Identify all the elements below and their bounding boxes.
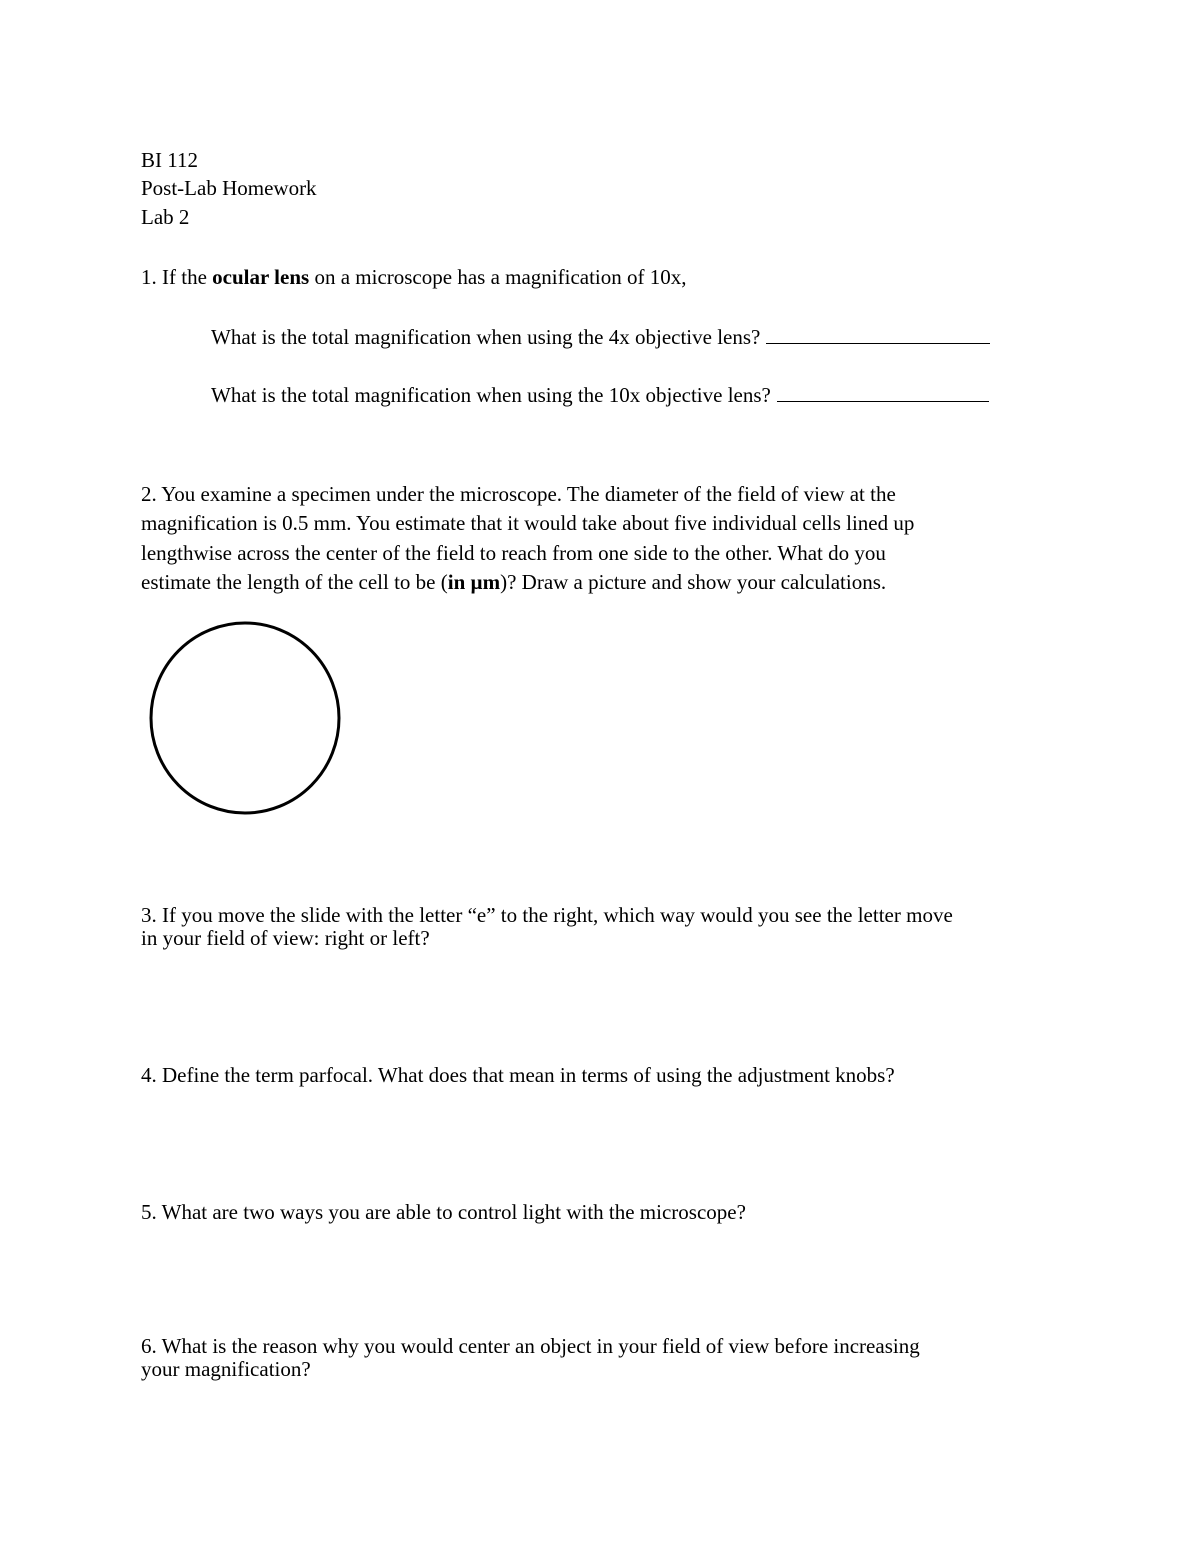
- question-4: 4. Define the term parfocal. What does that mean in terms of using the adjustment knobs?: [141, 1063, 895, 1087]
- answer-blank-1a[interactable]: [766, 321, 990, 344]
- question-6-line-1: 6. What is the reason why you would center an object in your field of view before increasing: [141, 1334, 920, 1358]
- question-6-line-2: your magnification?: [141, 1357, 311, 1381]
- question-1b: [211, 379, 989, 410]
- question-2-line-4-pre: estimate the length of the cell to be (: [141, 570, 448, 594]
- question-1-pre: 1. If the: [141, 265, 213, 289]
- question-2-line-3: lengthwise across the center of the field to reach from one side to the other. What do you: [141, 541, 886, 565]
- question-1-bold: ocular lens: [212, 265, 310, 289]
- question-2-line-4: [141, 567, 886, 597]
- question-1: [141, 262, 687, 292]
- question-1b-text: What is the total magnification when using the 10x objective lens?: [211, 383, 771, 407]
- course-code: BI 112: [141, 148, 198, 172]
- document-title: Post-Lab Homework: [141, 176, 317, 200]
- answer-blank-1b[interactable]: [777, 379, 989, 402]
- question-1-post: on a microscope has a magnification of 10x,: [309, 265, 687, 289]
- question-3-line-1: 3. If you move the slide with the letter “e” to the right, which way would you see the letter move: [141, 903, 953, 927]
- question-1a: [211, 321, 990, 352]
- question-3-line-2: in your field of view: right or left?: [141, 926, 430, 950]
- question-5: 5. What are two ways you are able to control light with the microscope?: [141, 1200, 746, 1224]
- question-2-line-2: magnification is 0.5 mm. You estimate that it would take about five individual cells lined up: [141, 511, 915, 535]
- field-of-view-circle: [149, 621, 341, 815]
- question-1a-text: What is the total magnification when using the 4x objective lens?: [211, 325, 761, 349]
- lab-number: Lab 2: [141, 205, 190, 229]
- question-2-line-4-post: )? Draw a picture and show your calculations.: [500, 570, 887, 594]
- question-2-line-1: 2. You examine a specimen under the microscope. The diameter of the field of view at the: [141, 482, 896, 506]
- question-2-unit-bold: in µm: [447, 570, 501, 594]
